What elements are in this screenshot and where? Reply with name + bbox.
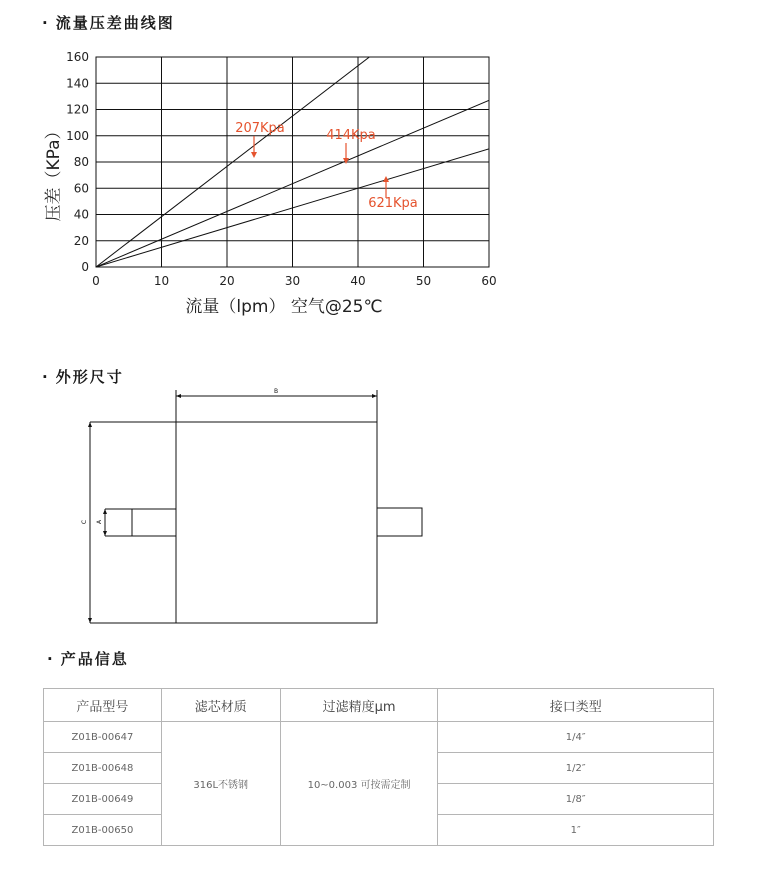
bullet-dot: · bbox=[42, 368, 50, 386]
y-tick-label: 160 bbox=[66, 50, 89, 64]
dims-title-text: 外形尺寸 bbox=[55, 368, 124, 386]
header-model: 产品型号 bbox=[44, 689, 162, 722]
y-tick-label: 140 bbox=[66, 76, 89, 91]
x-tick-label: 60 bbox=[481, 274, 497, 288]
dimension-diagram bbox=[0, 380, 767, 640]
y-tick-label: 100 bbox=[66, 128, 89, 143]
model-cell: Z01B-00649 bbox=[44, 784, 162, 815]
filter-body bbox=[176, 422, 377, 623]
port-cell: 1/2″ bbox=[438, 753, 714, 784]
x-tick-label: 20 bbox=[219, 274, 235, 288]
material-cell: 316L不锈钢 bbox=[161, 722, 280, 846]
bullet-dot: · bbox=[47, 650, 55, 668]
header-port: 接口类型 bbox=[438, 689, 714, 722]
x-axis-label: 流量（lpm） 空气@25℃ bbox=[185, 297, 383, 317]
table-header-row bbox=[44, 689, 714, 722]
y-tick-label: 80 bbox=[73, 155, 89, 169]
product-table bbox=[43, 688, 714, 846]
y-tick-label: 20 bbox=[73, 233, 89, 248]
product-title-text: 产品信息 bbox=[60, 650, 129, 668]
table-row bbox=[44, 722, 714, 753]
y-tick-label: 120 bbox=[66, 102, 89, 117]
x-tick-label: 40 bbox=[350, 274, 366, 288]
inlet-port bbox=[132, 509, 176, 536]
section-title-product bbox=[47, 648, 129, 669]
x-tick-label: 30 bbox=[284, 274, 301, 288]
annotation-arrowhead bbox=[343, 158, 349, 164]
dim-label-b: B bbox=[273, 388, 279, 395]
flow-pressure-chart bbox=[0, 0, 767, 330]
x-tick-label: 0 bbox=[92, 274, 100, 288]
header-material: 滤芯材质 bbox=[161, 689, 280, 722]
header-precision: 过滤精度μm bbox=[280, 689, 438, 722]
model-cell: Z01B-00650 bbox=[44, 815, 162, 846]
bullet-dot: · bbox=[42, 14, 50, 32]
dim-label-c: C bbox=[81, 519, 88, 525]
annotation-label: 414Kpa bbox=[326, 128, 376, 143]
model-cell: Z01B-00648 bbox=[44, 753, 162, 784]
y-tick-label: 40 bbox=[73, 207, 89, 222]
dim-label-a: A bbox=[96, 519, 103, 525]
precision-cell: 10~0.003 可按需定制 bbox=[280, 722, 438, 846]
annotation-arrowhead bbox=[251, 152, 257, 158]
y-axis-label: 压差（KPa） bbox=[44, 122, 64, 222]
outlet-port bbox=[377, 508, 422, 536]
flow-title-text: 流量压差曲线图 bbox=[55, 14, 175, 32]
model-cell: Z01B-00647 bbox=[44, 722, 162, 753]
y-tick-label: 60 bbox=[73, 181, 89, 196]
x-tick-label: 50 bbox=[415, 274, 432, 288]
x-tick-label: 10 bbox=[153, 274, 170, 288]
y-tick-label: 0 bbox=[81, 260, 89, 274]
annotation-label: 621Kpa bbox=[368, 196, 418, 211]
port-cell: 1″ bbox=[438, 815, 714, 846]
annotation-label: 207Kpa bbox=[235, 121, 285, 136]
port-cell: 1/8″ bbox=[438, 784, 714, 815]
port-cell: 1/4″ bbox=[438, 722, 714, 753]
